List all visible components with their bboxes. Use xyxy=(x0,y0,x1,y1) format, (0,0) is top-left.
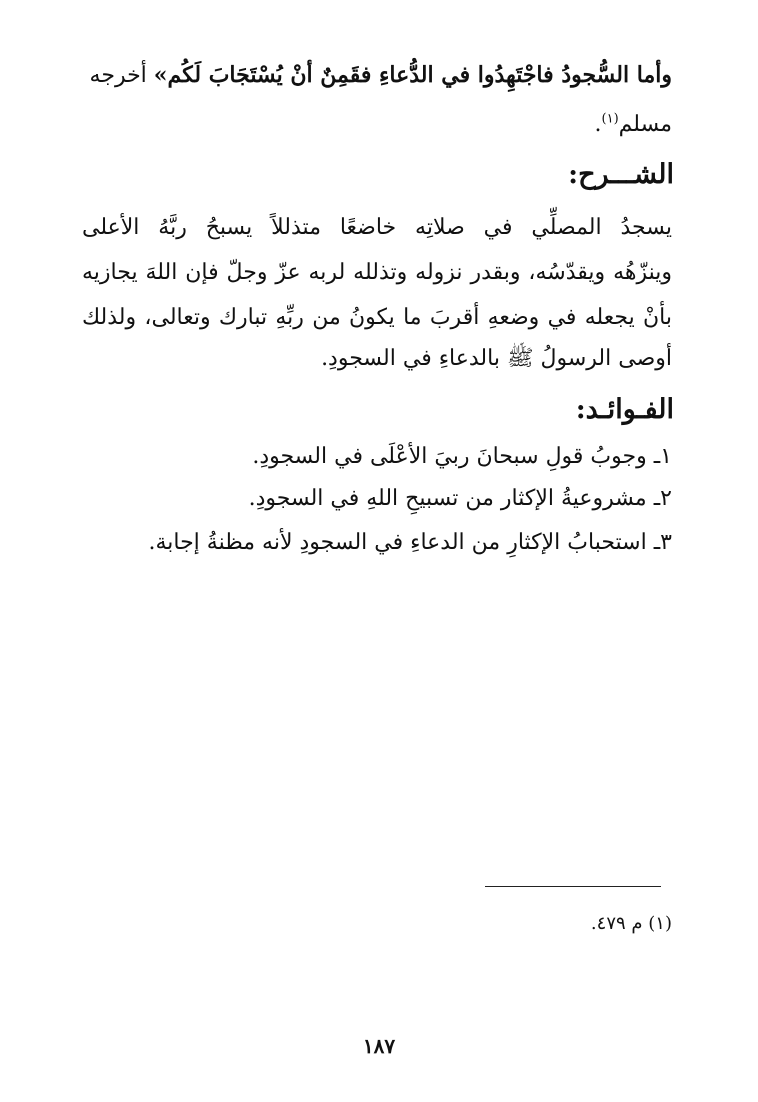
fawaid-item-2: ٢ـ مشروعيةُ الإكثار من تسبيحِ اللهِ في السجودِ. xyxy=(248,486,672,511)
hadith-source-period: . xyxy=(594,112,602,137)
sharh-line-1: يسجدُ المصلِّي في صلاتِه خاضعًا متذللاً يسبحُ ربَّهُ الأعلى xyxy=(82,215,672,240)
footnote: (١) م ٤٧٩. xyxy=(590,913,672,934)
sharh-line-3: بأنْ يجعله في وضعهِ أقربَ ما يكونُ من ربِّهِ تبارك وتعالى، ولذلك xyxy=(82,305,672,330)
hadith-source-name: مسلم xyxy=(618,112,672,137)
footnote-ref-marker: (١) xyxy=(601,111,619,127)
sharh-line-4: أوصى الرسولُ ﷺ بالدعاءِ في السجودِ. xyxy=(321,346,672,371)
sharh-line-2: وينزّهُه ويقدّسُه، وبقدر نزوله وتذلله لربه عزّ وجلّ فإن اللهَ يجازيه xyxy=(82,260,672,285)
footnote-separator xyxy=(485,886,661,887)
hadith-quote-end: وأما السُّجودُ فاجْتَهِدُوا في الدُّعاءِ فقَمِنٌ أنْ يُسْتَجَابَ لَكُم» xyxy=(153,62,672,88)
hadith-source-word: أخرجه xyxy=(89,63,147,88)
fawaid-item-1: ١ـ وجوبُ قولِ سبحانَ ربيَ الأعْلَى في السجودِ. xyxy=(252,444,672,469)
hadith-line-2 xyxy=(595,110,672,140)
fawaid-item-3: ٣ـ استحبابُ الإكثارِ من الدعاءِ في السجودِ لأنه مظنةُ إجابة. xyxy=(148,530,672,555)
page-number: ١٨٧ xyxy=(362,1034,396,1058)
fawaid-heading: الفـوائـد: xyxy=(575,394,674,425)
sharh-heading: الشـــرح: xyxy=(568,159,674,190)
hadith-line-1 xyxy=(90,60,672,91)
